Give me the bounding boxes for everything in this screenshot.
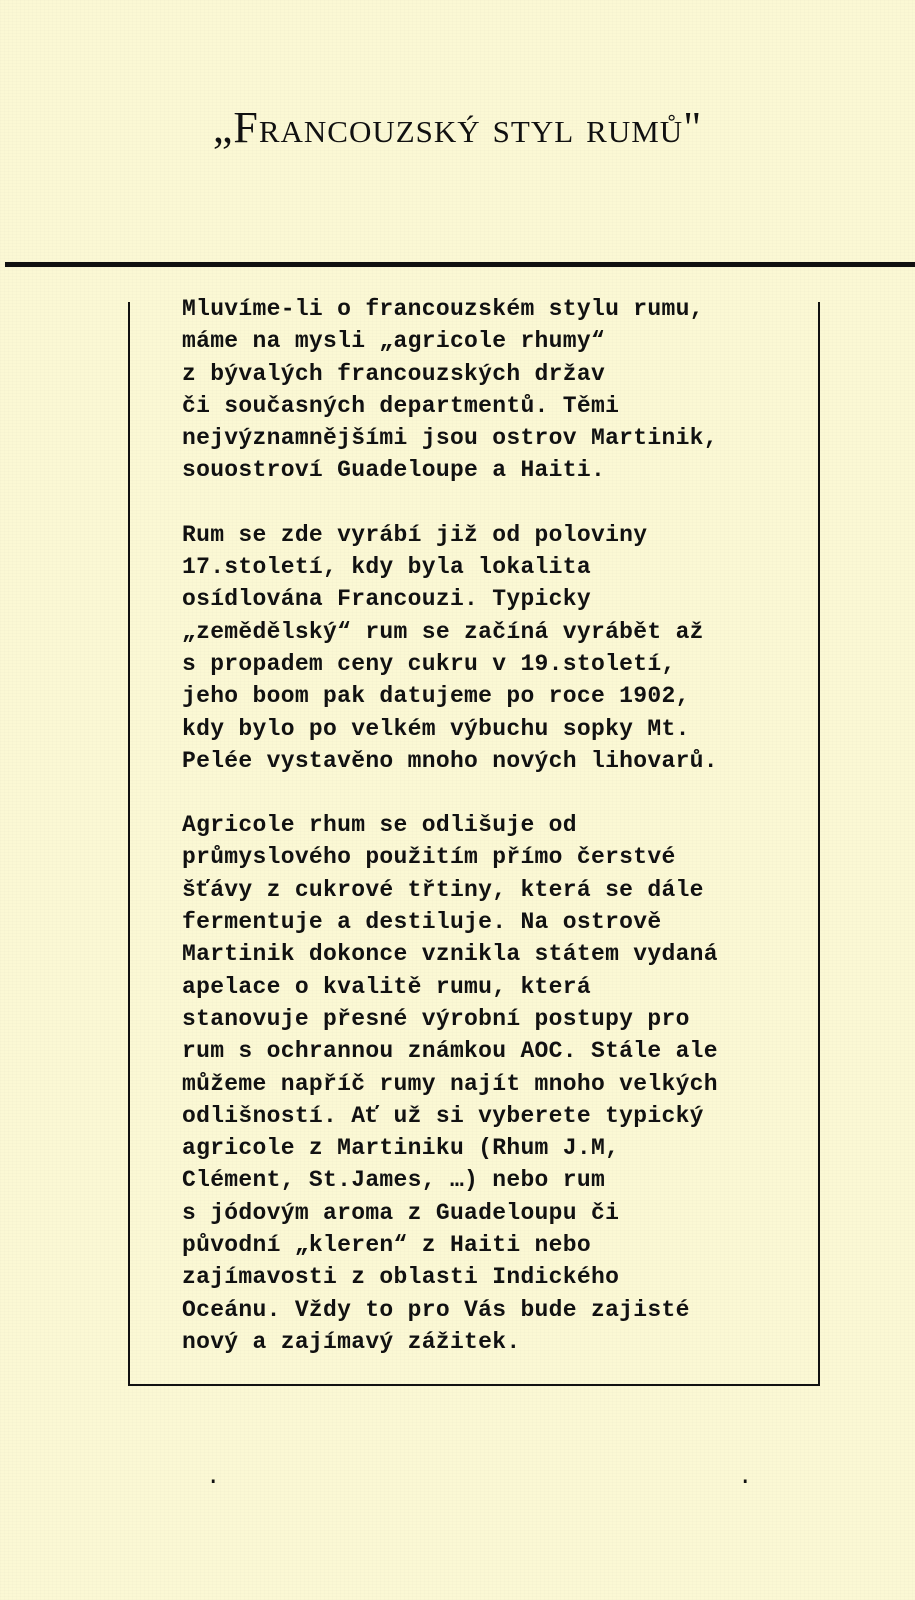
paragraph-intro: Mluvíme-li o francouzském stylu rumu, máme na mysli „agricole rhumy“ z bývalých francouzských držav či současných departmentů. Těmi nejvýznamnějšími jsou ostrov Martinik, souostroví Guadeloupe a Haiti. bbox=[182, 296, 718, 484]
page-title: „Francouzský styl rumů" bbox=[212, 103, 703, 152]
article-body bbox=[182, 293, 802, 1390]
title-divider bbox=[5, 262, 915, 267]
paragraph-history: Rum se zde vyrábí již od poloviny 17.století, kdy byla lokalita osídlována Francouzi. Typicky „zemědělský“ rum se začíná vyrábět až s propadem ceny cukru v 19.století, jeho boom pak datujeme po roce 1902, kdy bylo po velkém výbuchu sopky Mt. Pelée vystavěno mnoho nových lihovarů. bbox=[182, 521, 718, 774]
footer-mark-right: . bbox=[738, 1464, 753, 1491]
footer-mark-left: . bbox=[206, 1464, 221, 1491]
paragraph-agricole: Agricole rhum se odlišuje od průmyslového použitím přímo čerstvé šťávy z cukrové třtiny, která se dále fermentuje a destiluje. Na ostrově Martinik dokonce vznikla státem vydaná apelace o kvalitě rumu, která stanovuje přesné výrobní postupy pro rum s ochrannou známkou AOC. Stále ale můžeme napříč rumy najít mnoho velkých odlišností. Ať už si vyberete typický agricole z Martiniku (Rhum J.M, Clément, St.James, …) nebo rum s jódovým aroma z Guadeloupu či původní „kleren“ z Haiti nebo zajímavosti z oblasti Indického Oceánu. Vždy to pro Vás bude zajisté nový a zajímavý zážitek. bbox=[182, 812, 718, 1355]
